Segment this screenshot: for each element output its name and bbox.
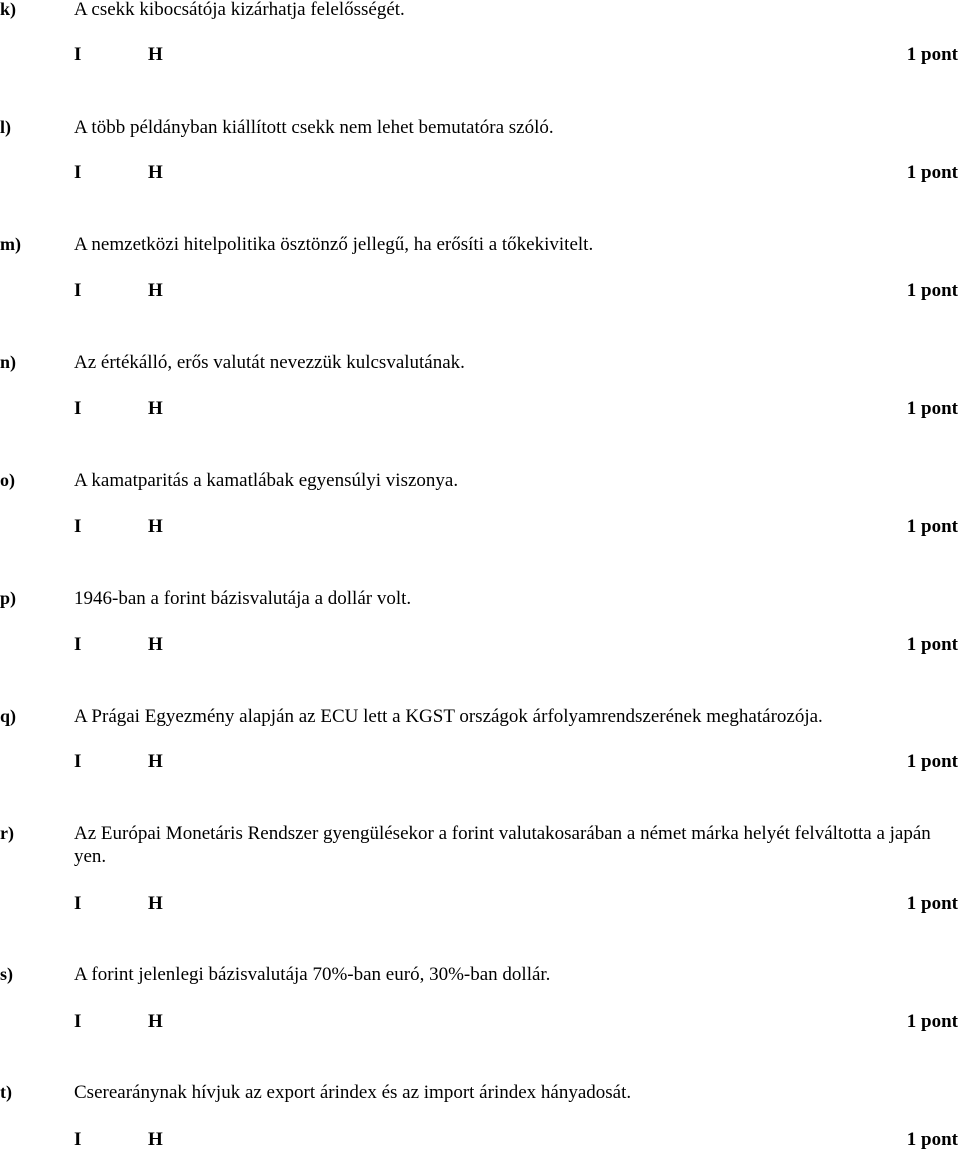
question-text: A kamatparitás a kamatlábak egyensúlyi viszonya. bbox=[74, 470, 459, 491]
question-line bbox=[0, 469, 960, 492]
question-letter: s) bbox=[0, 964, 13, 984]
question-line bbox=[0, 587, 960, 610]
question-item-t bbox=[0, 1081, 960, 1150]
question-text: 1946-ban a forint bázisvalutája a dollár volt. bbox=[74, 588, 412, 609]
question-line bbox=[0, 963, 960, 986]
option-false[interactable]: H bbox=[148, 398, 163, 419]
option-true[interactable]: I bbox=[74, 398, 82, 419]
points-label: 1 pont bbox=[906, 1011, 958, 1032]
question-text: Az értékálló, erős valutát nevezzük kulcsvalutának. bbox=[74, 352, 465, 373]
option-false[interactable]: H bbox=[148, 893, 163, 914]
option-false[interactable]: H bbox=[148, 634, 163, 655]
question-line bbox=[0, 705, 960, 728]
option-true[interactable]: I bbox=[74, 162, 82, 183]
question-text: Cserearánynak hívjuk az export árindex és az import árindex hányadosát. bbox=[74, 1082, 632, 1103]
question-item-o bbox=[0, 469, 960, 537]
question-letter: r) bbox=[0, 823, 14, 843]
question-item-s bbox=[0, 963, 960, 1032]
points-label: 1 pont bbox=[906, 398, 958, 419]
question-line bbox=[0, 1081, 960, 1104]
option-false[interactable]: H bbox=[148, 516, 163, 537]
option-true[interactable]: I bbox=[74, 751, 82, 772]
option-true[interactable]: I bbox=[74, 1011, 82, 1032]
question-text: A forint jelenlegi bázisvalutája 70%-ban euró, 30%-ban dollár. bbox=[74, 964, 551, 985]
points-label: 1 pont bbox=[906, 1129, 958, 1150]
option-true[interactable]: I bbox=[74, 1129, 82, 1150]
option-false[interactable]: H bbox=[148, 44, 163, 65]
question-item-m bbox=[0, 233, 960, 301]
question-text: A több példányban kiállított csekk nem lehet bemutatóra szóló. bbox=[74, 117, 554, 138]
question-item-n bbox=[0, 351, 960, 419]
question-letter: l) bbox=[0, 117, 11, 137]
option-false[interactable]: H bbox=[148, 1129, 163, 1150]
option-false[interactable]: H bbox=[148, 162, 163, 183]
question-letter: p) bbox=[0, 588, 17, 608]
question-item-r bbox=[0, 822, 960, 914]
question-text: Az Európai Monetáris Rendszer gyengülésekor a forint valutakosarában a német márka helyét felváltotta a japán yen. bbox=[74, 823, 931, 867]
question-letter: q) bbox=[0, 706, 17, 726]
question-letter: o) bbox=[0, 470, 15, 490]
answer-line bbox=[0, 892, 960, 916]
option-true[interactable]: I bbox=[74, 893, 82, 914]
answer-line bbox=[0, 43, 960, 67]
option-true[interactable]: I bbox=[74, 280, 82, 301]
question-letter: t) bbox=[0, 1082, 12, 1102]
answer-line bbox=[0, 1128, 960, 1152]
option-true[interactable]: I bbox=[74, 516, 82, 537]
points-label: 1 pont bbox=[906, 516, 958, 537]
question-text: A nemzetközi hitelpolitika ösztönző jellegű, ha erősíti a tőkekivitelt. bbox=[74, 234, 594, 255]
answer-line bbox=[0, 750, 960, 774]
question-item-p bbox=[0, 587, 960, 655]
question-line bbox=[0, 351, 960, 374]
option-true[interactable]: I bbox=[74, 44, 82, 65]
answer-line bbox=[0, 279, 960, 303]
answer-line bbox=[0, 633, 960, 657]
points-label: 1 pont bbox=[906, 634, 958, 655]
question-letter: k) bbox=[0, 0, 17, 19]
question-text: A Prágai Egyezmény alapján az ECU lett a KGST országok árfolyamrendszerének meghatározója. bbox=[74, 706, 823, 727]
answer-line bbox=[0, 161, 960, 185]
answer-line bbox=[0, 397, 960, 421]
points-label: 1 pont bbox=[906, 44, 958, 65]
option-true[interactable]: I bbox=[74, 634, 82, 655]
question-text: A csekk kibocsátója kizárhatja felelősségét. bbox=[74, 0, 405, 20]
option-false[interactable]: H bbox=[148, 1011, 163, 1032]
question-line bbox=[0, 822, 960, 868]
option-false[interactable]: H bbox=[148, 280, 163, 301]
points-label: 1 pont bbox=[906, 893, 958, 914]
question-line bbox=[0, 233, 960, 256]
points-label: 1 pont bbox=[906, 162, 958, 183]
question-line bbox=[0, 116, 960, 139]
answer-line bbox=[0, 1010, 960, 1034]
points-label: 1 pont bbox=[906, 751, 958, 772]
answer-line bbox=[0, 515, 960, 539]
question-item-q bbox=[0, 705, 960, 772]
question-item-l bbox=[0, 116, 960, 183]
question-letter: n) bbox=[0, 352, 17, 372]
question-line bbox=[0, 0, 960, 21]
question-item-k bbox=[0, 0, 960, 65]
question-letter: m) bbox=[0, 234, 21, 254]
option-false[interactable]: H bbox=[148, 751, 163, 772]
points-label: 1 pont bbox=[906, 280, 958, 301]
